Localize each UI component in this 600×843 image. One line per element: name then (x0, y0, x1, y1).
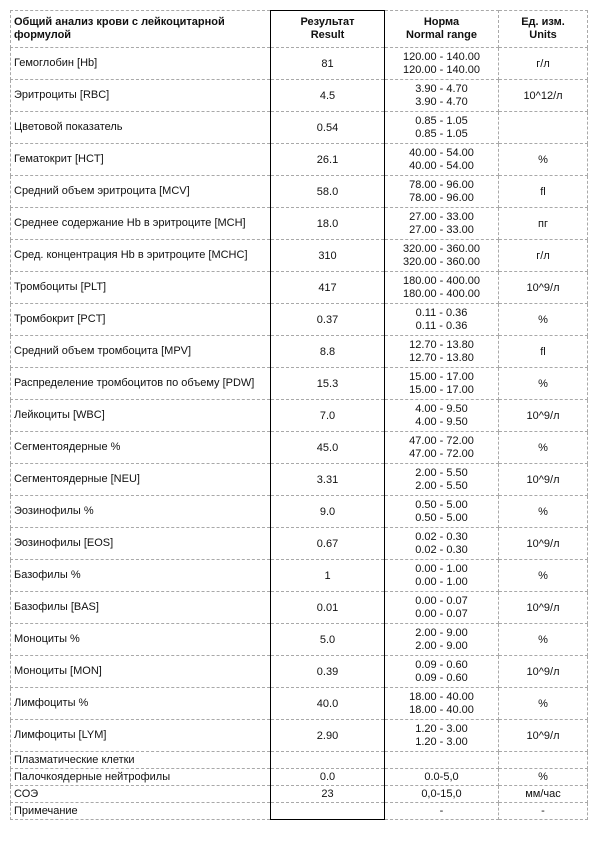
normal-range-line-2: 1.20 - 3.00 (415, 735, 468, 748)
normal-range (385, 144, 499, 176)
test-name: Примечание (11, 803, 271, 820)
test-result: 26.1 (271, 144, 385, 176)
test-name: Среднее содержание Hb в эритроците [MCH] (11, 208, 271, 240)
normal-range-line-2: 3.90 - 4.70 (415, 95, 468, 108)
test-result (271, 803, 385, 820)
test-unit: fl (499, 336, 588, 368)
table-row (11, 48, 588, 80)
test-result: 8.8 (271, 336, 385, 368)
test-unit: % (499, 496, 588, 528)
normal-range-line-1: 40.00 - 54.00 (409, 146, 474, 159)
table-row (11, 786, 588, 803)
test-unit: 10^9/л (499, 592, 588, 624)
test-unit: пг (499, 208, 588, 240)
normal-range-line-1: 0.11 - 0.36 (415, 306, 468, 319)
normal-range: - (385, 803, 499, 820)
header-norm-en: Normal range (406, 29, 477, 41)
table-row (11, 592, 588, 624)
test-result (271, 752, 385, 769)
table-row (11, 112, 588, 144)
header-unit-en: Units (529, 29, 557, 41)
test-unit: % (499, 560, 588, 592)
normal-range (385, 48, 499, 80)
table-row (11, 464, 588, 496)
normal-range-line-1: 4.00 - 9.50 (415, 402, 468, 415)
test-name: Лимфоциты % (11, 688, 271, 720)
test-result: 4.5 (271, 80, 385, 112)
normal-range-line-2: 0.09 - 0.60 (415, 671, 468, 684)
test-result: 0.54 (271, 112, 385, 144)
table-row (11, 176, 588, 208)
test-result: 310 (271, 240, 385, 272)
test-name: СОЭ (11, 786, 271, 803)
table-row (11, 240, 588, 272)
test-unit: 10^12/л (499, 80, 588, 112)
normal-range-line-2: 40.00 - 54.00 (409, 159, 474, 172)
normal-range-line-1: 0.50 - 5.00 (415, 498, 468, 511)
normal-range (385, 624, 499, 656)
normal-range (385, 464, 499, 496)
test-name: Сред. концентрация Hb в эритроците [MCHC] (11, 240, 271, 272)
normal-range (385, 752, 499, 769)
normal-range-line-1: 2.00 - 5.50 (415, 466, 468, 479)
test-unit: % (499, 769, 588, 786)
normal-range-line-1: 0.00 - 0.07 (415, 594, 468, 607)
test-name: Базофилы % (11, 560, 271, 592)
test-name: Цветовой показатель (11, 112, 271, 144)
normal-range-line-2: 27.00 - 33.00 (409, 223, 474, 236)
blood-test-table (10, 10, 588, 820)
test-unit: 10^9/л (499, 272, 588, 304)
normal-range-line-2: 320.00 - 360.00 (402, 255, 481, 268)
table-row (11, 208, 588, 240)
test-result: 18.0 (271, 208, 385, 240)
normal-range (385, 336, 499, 368)
test-result: 45.0 (271, 432, 385, 464)
normal-range (385, 528, 499, 560)
test-unit: fl (499, 176, 588, 208)
test-result: 0.01 (271, 592, 385, 624)
test-name: Тромбоциты [PLT] (11, 272, 271, 304)
table-row (11, 769, 588, 786)
normal-range-line-2: 2.00 - 9.00 (415, 639, 468, 652)
table-row (11, 144, 588, 176)
test-unit: - (499, 803, 588, 820)
normal-range (385, 208, 499, 240)
normal-range (385, 656, 499, 688)
normal-range: 0,0-15,0 (385, 786, 499, 803)
test-result: 0.37 (271, 304, 385, 336)
normal-range-line-2: 0.11 - 0.36 (415, 319, 468, 332)
normal-range-line-1: 320.00 - 360.00 (402, 242, 481, 255)
test-name: Палочкоядерные нейтрофилы (11, 769, 271, 786)
table-row (11, 496, 588, 528)
test-result: 3.31 (271, 464, 385, 496)
test-name: Моноциты [MON] (11, 656, 271, 688)
test-name: Эритроциты [RBC] (11, 80, 271, 112)
normal-range-line-2: 47.00 - 72.00 (409, 447, 474, 460)
normal-range (385, 272, 499, 304)
normal-range-line-2: 4.00 - 9.50 (415, 415, 468, 428)
table-row (11, 432, 588, 464)
header-unit (499, 11, 588, 48)
normal-range (385, 368, 499, 400)
test-unit: 10^9/л (499, 464, 588, 496)
table-row (11, 656, 588, 688)
test-result: 15.3 (271, 368, 385, 400)
test-result: 417 (271, 272, 385, 304)
test-unit: % (499, 688, 588, 720)
test-name: Средний объем эритроцита [MCV] (11, 176, 271, 208)
normal-range-line-2: 12.70 - 13.80 (409, 351, 474, 364)
normal-range (385, 432, 499, 464)
table-header-row (11, 11, 588, 48)
table-row (11, 803, 588, 820)
test-result: 81 (271, 48, 385, 80)
test-unit: г/л (499, 240, 588, 272)
table-row (11, 560, 588, 592)
normal-range-line-1: 27.00 - 33.00 (409, 210, 474, 223)
normal-range-line-2: 0.50 - 5.00 (415, 511, 468, 524)
test-result: 0.67 (271, 528, 385, 560)
test-name: Базофилы [BAS] (11, 592, 271, 624)
header-test-name: Общий анализ крови с лейкоцитарной формулой (11, 11, 271, 48)
normal-range-line-2: 0.02 - 0.30 (415, 543, 468, 556)
normal-range-line-1: 1.20 - 3.00 (415, 722, 468, 735)
test-result: 58.0 (271, 176, 385, 208)
normal-range-line-1: 3.90 - 4.70 (415, 82, 468, 95)
normal-range (385, 80, 499, 112)
normal-range-line-1: 0.85 - 1.05 (415, 114, 468, 127)
normal-range (385, 112, 499, 144)
normal-range-line-1: 120.00 - 140.00 (402, 50, 481, 63)
test-name: Эозинофилы [EOS] (11, 528, 271, 560)
normal-range (385, 496, 499, 528)
test-unit (499, 752, 588, 769)
header-result-ru: Результат (300, 16, 355, 28)
test-name: Распределение тромбоцитов по объему [PDW] (11, 368, 271, 400)
test-name: Гематокрит [HCT] (11, 144, 271, 176)
normal-range-line-2: 180.00 - 400.00 (402, 287, 481, 300)
table-row (11, 752, 588, 769)
test-unit: % (499, 304, 588, 336)
table-row (11, 368, 588, 400)
table-row (11, 304, 588, 336)
test-name: Лимфоциты [LYM] (11, 720, 271, 752)
test-name: Лейкоциты [WBC] (11, 400, 271, 432)
test-result: 0.39 (271, 656, 385, 688)
test-unit: мм/час (499, 786, 588, 803)
test-unit: 10^9/л (499, 400, 588, 432)
test-unit: г/л (499, 48, 588, 80)
header-result-en: Result (310, 29, 345, 41)
table-row (11, 400, 588, 432)
normal-range-line-1: 180.00 - 400.00 (402, 274, 481, 287)
normal-range-line-1: 15.00 - 17.00 (409, 370, 474, 383)
header-norm (385, 11, 499, 48)
normal-range-line-1: 0.02 - 0.30 (415, 530, 468, 543)
test-name: Гемоглобин [Hb] (11, 48, 271, 80)
normal-range-line-1: 78.00 - 96.00 (409, 178, 474, 191)
normal-range-line-2: 0.00 - 0.07 (415, 607, 468, 620)
normal-range-line-2: 15.00 - 17.00 (409, 383, 474, 396)
normal-range-line-1: 18.00 - 40.00 (409, 690, 474, 703)
normal-range-line-1: 47.00 - 72.00 (409, 434, 474, 447)
test-name: Плазматические клетки (11, 752, 271, 769)
normal-range-line-1: 0.09 - 0.60 (415, 658, 468, 671)
header-unit-ru: Ед. изм. (521, 16, 565, 28)
test-unit: % (499, 624, 588, 656)
table-row (11, 688, 588, 720)
test-result: 40.0 (271, 688, 385, 720)
test-name: Сегментоядерные % (11, 432, 271, 464)
table-row (11, 336, 588, 368)
header-norm-ru: Норма (423, 16, 460, 28)
test-result: 23 (271, 786, 385, 803)
test-name: Моноциты % (11, 624, 271, 656)
normal-range-line-2: 78.00 - 96.00 (409, 191, 474, 204)
header-result (271, 11, 385, 48)
test-unit: 10^9/л (499, 528, 588, 560)
normal-range-line-2: 2.00 - 5.50 (415, 479, 468, 492)
test-result: 0.0 (271, 769, 385, 786)
normal-range (385, 240, 499, 272)
table-row (11, 720, 588, 752)
normal-range-line-2: 0.85 - 1.05 (415, 127, 468, 140)
table-row (11, 624, 588, 656)
test-name: Тромбокрит [PCT] (11, 304, 271, 336)
normal-range (385, 400, 499, 432)
test-name: Сегментоядерные [NEU] (11, 464, 271, 496)
normal-range (385, 688, 499, 720)
normal-range-line-1: 0.00 - 1.00 (415, 562, 468, 575)
table-row (11, 80, 588, 112)
normal-range (385, 304, 499, 336)
test-unit: % (499, 432, 588, 464)
normal-range-line-2: 120.00 - 140.00 (402, 63, 481, 76)
test-unit: 10^9/л (499, 656, 588, 688)
normal-range-line-2: 0.00 - 1.00 (415, 575, 468, 588)
normal-range-line-1: 2.00 - 9.00 (415, 626, 468, 639)
normal-range (385, 592, 499, 624)
test-result: 9.0 (271, 496, 385, 528)
table-row (11, 272, 588, 304)
test-unit: % (499, 368, 588, 400)
test-unit: % (499, 144, 588, 176)
test-unit: 10^9/л (499, 720, 588, 752)
test-name: Эозинофилы % (11, 496, 271, 528)
test-unit (499, 112, 588, 144)
test-result: 5.0 (271, 624, 385, 656)
table-row (11, 528, 588, 560)
normal-range (385, 720, 499, 752)
normal-range: 0.0-5,0 (385, 769, 499, 786)
normal-range-line-2: 18.00 - 40.00 (409, 703, 474, 716)
test-result: 1 (271, 560, 385, 592)
test-name: Средний объем тромбоцита [MPV] (11, 336, 271, 368)
normal-range (385, 560, 499, 592)
normal-range-line-1: 12.70 - 13.80 (409, 338, 474, 351)
test-result: 2.90 (271, 720, 385, 752)
normal-range (385, 176, 499, 208)
test-result: 7.0 (271, 400, 385, 432)
